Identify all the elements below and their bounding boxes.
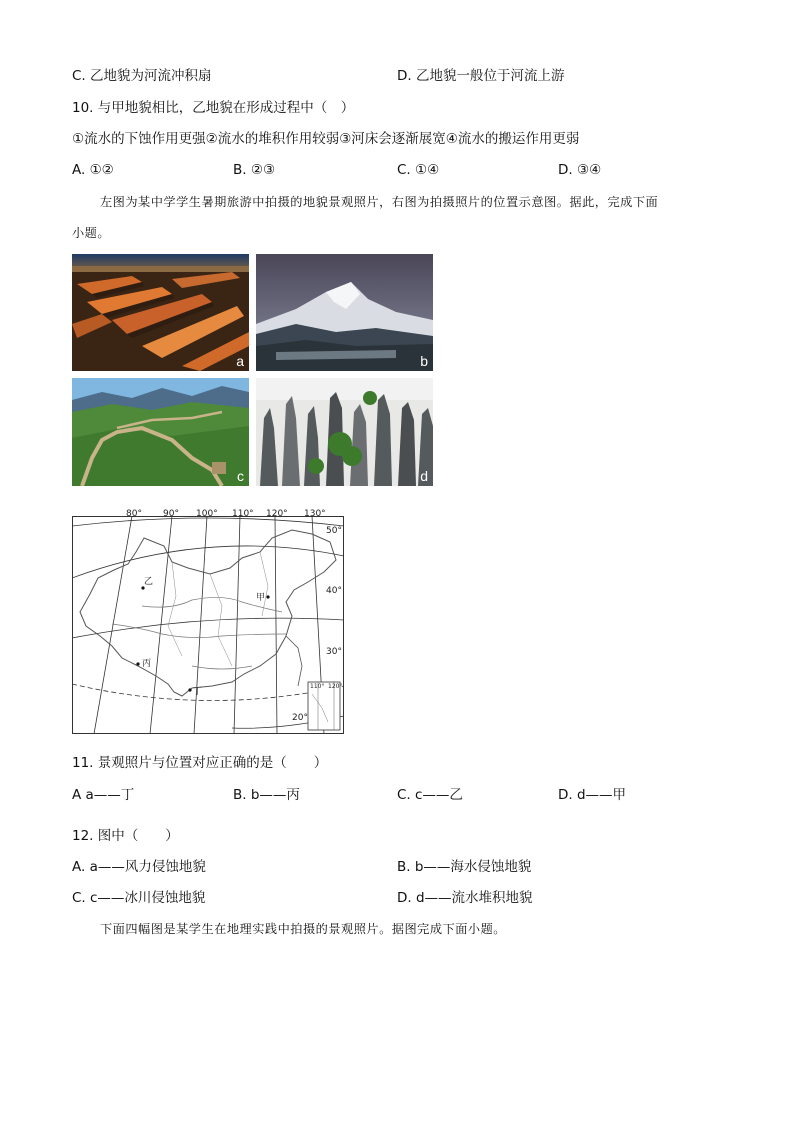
intro-paragraph-line2: 小题。 [72,226,111,240]
photo-d-label: d [420,468,428,484]
lon-label-100: 100° [196,509,218,518]
marker-bing [136,662,139,665]
q10-option-b: B. ②③ [233,162,276,178]
inset-lon-110: 110° [310,683,325,690]
q12-option-a: A. a——风力侵蚀地貌 [72,859,206,875]
lat-label-30: 30° [326,647,342,657]
lat-label-40: 40° [326,586,342,596]
marker-jia [266,595,269,598]
q11-option-d: D. d——甲 [558,787,627,803]
q11-option-a: A a——丁 [72,787,135,803]
photo-a [72,254,249,371]
q12-option-d: D. d——流水堆积地貌 [397,890,533,906]
lon-label-130: 130° [304,509,326,518]
q11-option-c: C. c——乙 [397,787,463,803]
lat-label-50: 50° [326,526,342,536]
location-map [72,516,344,734]
photo-d [256,378,433,486]
q10-statements: ①流水的下蚀作用更强②流水的堆积作用较弱③河床会逐渐展宽④流水的搬运作用更弱 [72,131,580,147]
photo-c-label: c [237,468,244,484]
q12-option-b: B. b——海水侵蚀地貌 [397,859,532,875]
q11-option-b: B. b——丙 [233,787,300,803]
lon-label-80: 80° [126,509,142,518]
q10-stem: 10. 与甲地貌相比，乙地貌在形成过程中（ ） [72,100,355,116]
intro-paragraph-line1: 左图为某中学学生暑期旅游中拍摄的地貌景观照片，右图为拍摄照片的位置示意图。据此，完成下面 [100,195,659,209]
marker-ding [188,688,191,691]
intro2-paragraph: 下面四幅图是某学生在地理实践中拍摄的景观照片。据图完成下面小题。 [100,922,506,936]
photo-b-label: b [420,353,428,369]
q10-option-a: A. ①② [72,162,114,178]
photo-b [256,254,433,371]
lon-label-110: 110° [232,509,254,518]
q9-option-d: D. 乙地貌一般位于河流上游 [397,68,565,84]
q10-option-c: C. ①④ [397,162,440,178]
lon-label-120: 120° [266,509,288,518]
q9-option-c: C. 乙地貌为河流冲积扇 [72,68,212,84]
inset-lon-120: 120° [328,683,343,690]
lon-label-90: 90° [163,509,179,518]
label-yi: 乙 [144,577,154,587]
lat-label-20: 20° [292,713,308,723]
q12-stem: 12. 图中（ ） [72,828,179,844]
q12-option-c: C. c——冰川侵蚀地貌 [72,890,206,906]
label-ding: 丁 [193,687,203,697]
q11-stem: 11. 景观照片与位置对应正确的是（ ） [72,755,328,771]
q10-option-d: D. ③④ [558,162,602,178]
photo-a-label: a [236,353,244,369]
label-jia: 甲 [256,593,266,603]
photo-c [72,378,249,486]
label-bing: 丙 [142,659,152,669]
